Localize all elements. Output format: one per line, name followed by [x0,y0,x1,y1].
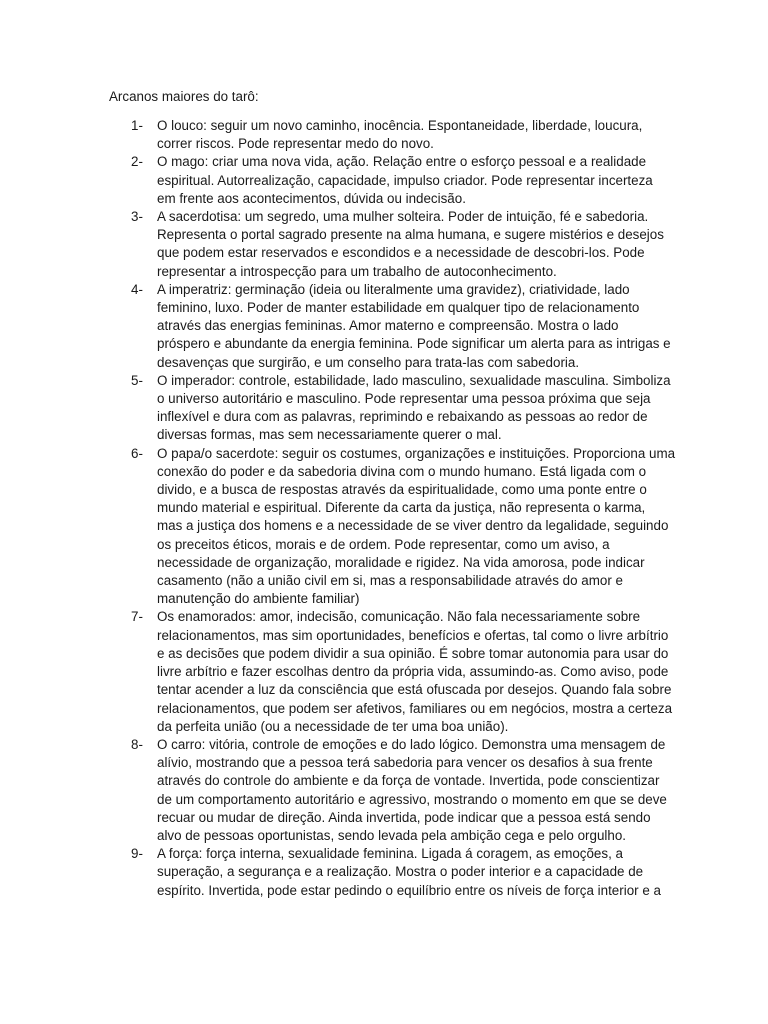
text-line: manutenção do ambiente familiar) [157,591,360,607]
text-line: em frente aos acontecimentos, dúvida ou indecisão. [157,190,466,206]
text-line: O papa/o sacerdote: seguir os costumes, organizações e instituições. Proporciona uma [157,445,676,461]
item-text [157,736,667,845]
item-text [157,608,673,735]
list-item [0,845,768,900]
text-line: livre arbítrio e fazer escolhas dentro da própria vida, assumindo-as. Como aviso, pode [157,664,669,680]
text-line: através das energias femininas. Amor materno e compreensão. Mostra o lado [157,318,619,334]
item-number: 7- [131,609,143,625]
item-number: 6- [131,445,143,461]
text-line: alvo de pessoas oportunistas, sendo levada pela ambição cega e pelo orgulho. [157,827,626,843]
text-line: de um comportamento autoritário e agressivo, mostrando o momento em que se deve [157,791,667,807]
text-line: Representa o portal sagrado presente na alma humana, e sugere mistérios e desejos [157,227,664,243]
list-item [0,117,768,153]
text-line: mas a justiça dos homens e a necessidade de se viver dentro da legalidade, seguindo [157,518,669,534]
text-line: A força: força interna, sexualidade feminina. Ligada á coragem, as emoções, a [157,846,623,862]
list-item [0,153,768,208]
item-number: 1- [131,118,143,133]
text-line: recuar ou mudar de direção. Ainda invertida, pode indicar que a pessoa está sendo [157,809,651,825]
list-item [0,281,768,372]
text-line: alívio, mostrando que a pessoa terá sabedoria para vencer os desafios à sua frente [157,755,653,771]
text-line: A sacerdotisa: um segredo, uma mulher solteira. Poder de intuição, fé e sabedoria. [157,209,649,225]
item-text [157,153,653,208]
item-text [157,445,676,609]
item-number: 2- [131,154,143,170]
list-item [0,372,768,445]
text-line: Os enamorados: amor, indecisão, comunicação. Não fala necessariamente sobre [157,609,641,625]
item-number: 5- [131,372,143,388]
text-line: relacionamentos, que podem ser afetivos, familiares ou em negócios, mostra a certeza [157,700,673,716]
text-line: correr riscos. Pode representar medo do novo. [157,136,434,152]
text-line: da perfeita união (ou a necessidade de ter uma boa união). [157,718,509,734]
item-text [157,117,643,153]
text-line: O carro: vitória, controle de emoções e do lado lógico. Demonstra uma mensagem de [157,736,666,752]
text-line: A imperatriz: germinação (ideia ou literalmente uma gravidez), criatividade, lado [157,281,630,297]
item-number: 8- [131,736,143,752]
text-line: inflexível e dura com as palavras, reprimindo e rebaixando as pessoas ao redor de [157,409,648,425]
list-item [0,445,768,609]
text-line: através do controle do ambiente e da força de vontade. Invertida, pode conscientizar [157,773,660,789]
list-item [0,608,768,735]
document-title: Arcanos maiores do tarô: [109,89,259,104]
list-item [0,736,768,845]
item-text [157,845,661,900]
list-item [0,208,768,281]
text-line: representar a introspecção para um trabalho de autoconhecimento. [157,263,557,279]
text-line: casamento (não a união civil em si, mas a responsabilidade através do amor e [157,573,623,589]
item-number: 9- [131,846,143,862]
text-line: próspero e abundante da energia feminina. Pode significar um alerta para as intrigas e [157,336,671,352]
text-line: relacionamentos, mas sim oportunidades, benefícios e ofertas, tal como o livre arbítrio [157,627,669,643]
text-line: necessidade de organização, moralidade e rigidez. Na vida amorosa, pode indicar [157,554,645,570]
text-line: espiritual. Autorrealização, capacidade, impulso criador. Pode representar incerteza [157,172,653,188]
text-line: que podem estar reservados e escondidos e a necessidade de descobri-los. Pode [157,245,645,261]
text-line: desavenças que surgirão, e um conselho para trata-las com sabedoria. [157,354,580,370]
item-number: 4- [131,281,143,297]
arcana-list [0,117,768,900]
text-line: os preceitos éticos, morais e de ordem. Pode representar, como um aviso, a [157,536,610,552]
text-line: O imperador: controle, estabilidade, lado masculino, sexualidade masculina. Simboliza [157,372,671,388]
text-line: mundo material e espiritual. Diferente da carta da justiça, não representa o karma, [157,500,646,516]
text-line: diversas formas, mas sem necessariamente querer o mal. [157,427,502,443]
item-number: 3- [131,209,143,225]
text-line: tentar acender a luz da consciência que está ofuscada por desejos. Quando fala sobre [157,682,672,698]
text-line: e as decisões que podem dividir a sua opinião. É sobre tomar autonomia para usar do [157,645,669,661]
text-line: o universo autoritário e masculino. Pode representar uma pessoa próxima que seja [157,391,651,407]
item-text [157,208,664,281]
item-text [157,281,671,372]
text-line: feminino, luxo. Poder de manter estabilidade em qualquer tipo de relacionamento [157,300,640,316]
text-line: espírito. Invertida, pode estar pedindo o equilíbrio entre os níveis de força interior e a [157,882,661,898]
item-text [157,372,671,445]
text-line: O louco: seguir um novo caminho, inocência. Espontaneidade, liberdade, loucura, [157,118,643,133]
text-line: conexão do poder e da sabedoria divina com o mundo humano. Está ligada com o [157,463,647,479]
text-line: O mago: criar uma nova vida, ação. Relação entre o esforço pessoal e a realidade [157,154,647,170]
text-line: divido, e a busca de respostas através da espiritualidade, como uma ponte entre o [157,482,647,498]
text-line: superação, a segurança e a realização. Mostra o poder interior e a capacidade de [157,864,644,880]
